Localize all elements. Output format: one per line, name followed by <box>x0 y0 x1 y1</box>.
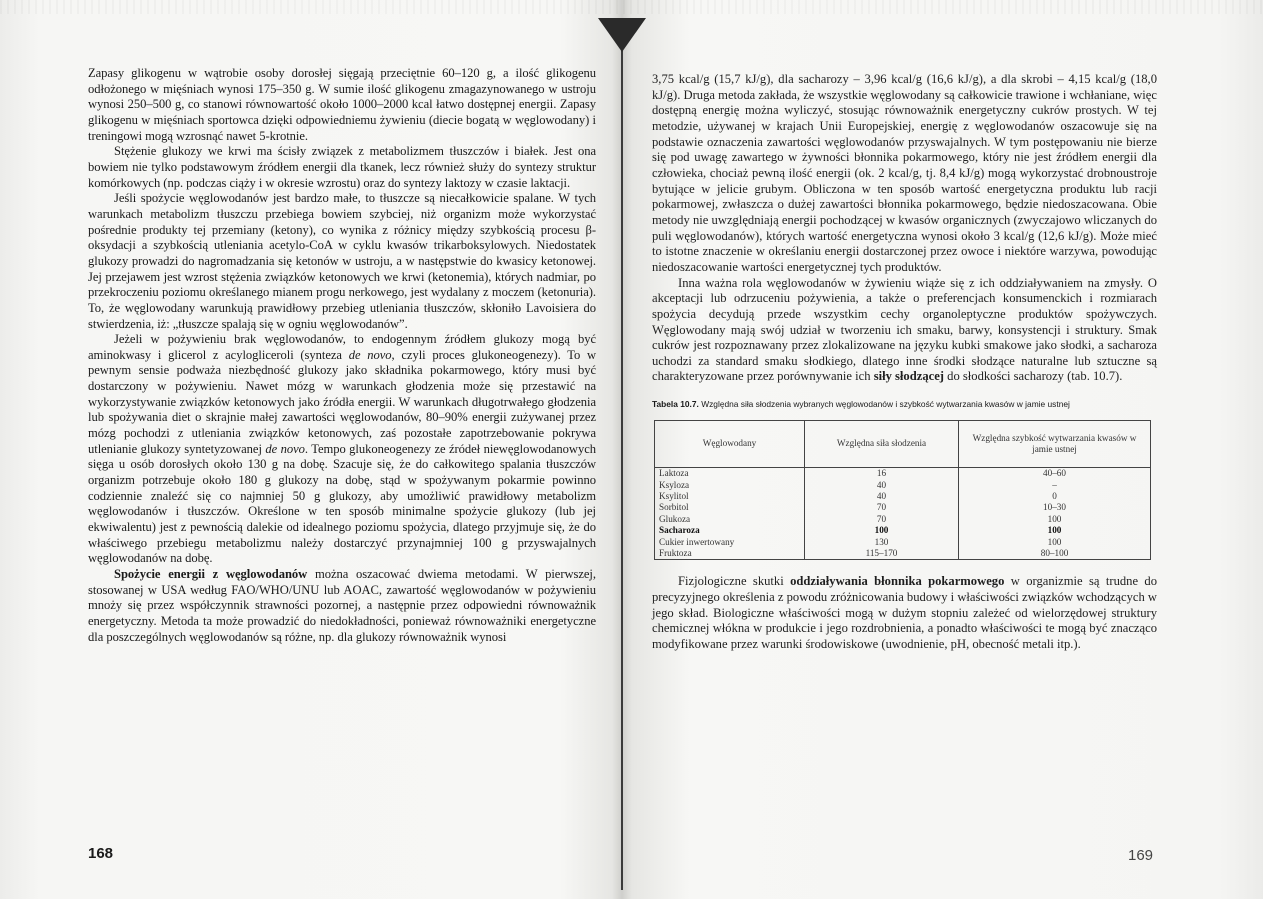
sweetness-table <box>654 420 1151 560</box>
table-row <box>655 525 1151 536</box>
paragraph-energy-methods: 3,75 kcal/g (15,7 kJ/g), dla sacharozy – 3,96 kcal/g (16,6 kJ/g), a dla skrobi – 4,15 kcal/g (18,0 kJ/g). Druga metoda zakłada, że wszystkie węglowodany są całkowicie trawione i wchłaniane, więc dostępną energię można wyliczyć, stosując równoważnik energetyczny cukrów prostych. W tej metodzie, używanej w krajach Unii Europejskiej, energię z węglowodanów oszacowuje się na podstawie oznaczenia zawartości węglowodanów przyswajalnych. W tym postępowaniu nie bierze się pod uwagę zawartego w żywności błonnika pokarmowego, który nie jest źródłem energii dla człowieka, chociaż pewną ilość energii (ok. 2 kcal/g, tj. 8,4 kJ/g) mogą wykorzystać drobnoustroje bytujące w jelicie grubym. Obliczona w ten sposób wartość energetyczna produktu lub racji pokarmowej, zwłaszcza o dużej zawartości błonnika pokarmowego, będzie niedoszacowana. Obie metody nie uwzględniają energii pochodzącej w kwasów organicznych (zwyczajowo wliczanych do puli węglowodanów), których wartość energetyczna wynosi około 3 kcal/g (12,6 kJ/g). Może mieć to istotne znaczenie w określaniu energii dostarczonej przez owoce i niektóre warzywa, powodując niedoszacowanie wartości energetycznej tych produktów. <box>652 72 1157 274</box>
paragraph-energy-intake <box>88 567 596 645</box>
text-run: można oszacować dwiema metodami. W pierwszej, stosowanej w USA według FAO/WHO/UNU lub AOAC, zawartość węglowodanów w pożywieniu mnoży się przez współczynnik strawności pozornej, a następnie przez odpowiedni równoważnik energetyczny. Metoda ta może prowadzić do niedokładności, ponieważ równoważniki energetyczne dla poszczególnych węglowodanów są różne, np. dla glukozy równoważnik wynosi <box>88 567 596 644</box>
table-cell: Laktoza <box>655 468 805 480</box>
scan-edge-noise <box>0 0 1263 14</box>
table-cell: Ksylitol <box>655 491 805 502</box>
table-cell: 100 <box>959 537 1151 548</box>
left-page <box>88 66 596 645</box>
table-header-cell: Względna siła słodzenia <box>805 421 959 468</box>
table-cell: 115–170 <box>805 548 959 560</box>
italic-de-novo: de novo <box>265 441 305 456</box>
table-cell: 40–60 <box>959 468 1151 480</box>
paragraph-glycogen: Zapasy glikogenu w wątrobie osoby dorosłej sięgają przeciętnie 60–120 g, a ilość glikogenu odłożonego w mięśniach wynosi 175–350 g. W sumie ilość glikogenu zmagazynowanego w ustroju wynosi 250–500 g, co stanowi równowartość około 1000–2000 kcal łatwo dostępnej energii. Zapasy glikogenu w mięśniach sportowca dzięki odpowiedniemu żywieniu (diecie bogatą w węglowodany) i treningowi mogą wzrosnąć nawet 5-krotnie. <box>88 66 596 143</box>
table-row <box>655 548 1151 560</box>
book-gutter <box>621 20 623 890</box>
bold-term-fiber: oddziaływania błonnika pokarmowego <box>790 574 1005 589</box>
right-page <box>652 72 1157 653</box>
table-cell: Sacharoza <box>655 525 805 536</box>
bold-term-sweetening: siły słodzącej <box>873 369 944 384</box>
text-run: w organizmie są trudne do precyzyjnego określenia z powodu zróżnicowania budowy i właściwości związków wchodzących w jego skład. Biologiczne właściwości mogą w dużym stopniu zależeć od wielorzędowej struktury chemicznej włókna w produkcie i jego rozdrobnienia, a ponadto właściwości te mogą być znacząco modyfikowane przez warunki środowiskowe (uwodnienie, pH, obecność metali itp.). <box>652 574 1158 651</box>
table-row <box>655 537 1151 548</box>
table-caption <box>652 399 1157 410</box>
table-row <box>655 514 1151 525</box>
italic-de-novo: de novo <box>348 347 392 362</box>
table-cell: 100 <box>959 525 1151 536</box>
table-cell: 100 <box>959 514 1151 525</box>
table-cell: 70 <box>805 514 959 525</box>
table-cell: 70 <box>805 502 959 513</box>
table-caption-text: Względna siła słodzenia wybranych węglowodanów i szybkość wytwarzania kwasów w jamie ustnej <box>698 399 1070 410</box>
table-cell: Fruktoza <box>655 548 805 560</box>
table-row <box>655 491 1151 502</box>
table-cell: – <box>959 480 1151 491</box>
table-header-cell: Względna szybkość wytwarzania kwasów w jamie ustnej <box>959 421 1151 468</box>
bold-term-energy: Spożycie energii z węglowodanów <box>114 567 308 581</box>
table-row <box>655 502 1151 513</box>
paragraph-fiber <box>652 574 1157 652</box>
paragraph-gluconeogenesis <box>88 332 596 567</box>
text-run: do słodkości sacharozy (tab. 10.7). <box>944 369 1123 384</box>
table-header-row <box>655 421 1151 468</box>
table-cell: Ksyloza <box>655 480 805 491</box>
text-run: Fizjologiczne skutki <box>678 574 784 589</box>
text-run: . Tempo glukoneogenezy ze źródeł niewęglowodanowych sięga u osób dorosłych około 130 g na dobę. Szacuje się, że do całkowitego spalania tłuszczów organizm potrzebuje około 180 g glukozy na dobę, stąd w spożywanym pokarmie powinno codziennie znaleźć się co najmniej 50 g glukozy, aby umożliwić prawidłowy metabolizm węglowodanów i tłuszczów. Określone w ten sposób minimalne spożycie glukozy (lub jej ekwiwalentu) jest z pewnością dalekie od idealnego poziomu spożycia, dlatego przyjmuje się, że do właściwego przebiegu metabolizmu należy dostarczyć przynajmniej 100 g przyswajalnych węglowodanów na dobę. <box>88 441 596 566</box>
table-cell: 130 <box>805 537 959 548</box>
paragraph-senses <box>652 276 1157 386</box>
table-cell: 80–100 <box>959 548 1151 560</box>
table-cell: 0 <box>959 491 1151 502</box>
table-cell: 40 <box>805 491 959 502</box>
table-header-cell: Węglowodany <box>655 421 805 468</box>
paragraph-glucose-blood: Stężenie glukozy we krwi ma ścisły związek z metabolizmem tłuszczów i białek. Jest ona bowiem nie tylko podstawowym źródłem energii dla tkanek, lecz również służy do syntezy struktur komórkowych (np. podczas ciąży i w okresie wzrostu) oraz do syntezy laktozy w czasie laktacji. <box>88 144 596 190</box>
table-row <box>655 468 1151 480</box>
table-row <box>655 480 1151 491</box>
table-cell: 16 <box>805 468 959 480</box>
table-cell: Cukier inwertowany <box>655 537 805 548</box>
table-cell: Sorbitol <box>655 502 805 513</box>
binding-shadow <box>598 18 646 52</box>
table-cell: Glukoza <box>655 514 805 525</box>
paragraph-ketones: Jeśli spożycie węglowodanów jest bardzo małe, to tłuszcze są niecałkowicie spalane. W tych warunkach metabolizm tłuszczu przebiega bowiem szybciej, niż organizm może wykorzystać pośrednie produkty tej przemiany (ketony), co wynika z różnicy między szybkością procesu β-oksydacji a szybkością utleniania acetylo-CoA w cyklu kwasów trikarboksylowych. Niedostatek glukozy prowadzi do nagromadzania się ketonów w ustroju, a w następstwie do kwasicy ketonowej. Jej przejawem jest wzrost stężenia związków ketonowych we krwi (ketonemia), których nadmiar, po przekroczeniu poziomu określanego mianem progu nerkowego, jest wydalany z moczem (ketonuria). To, że węglowodany warunkują prawidłowy przebieg utleniania tłuszczów, skłoniło Lavoisiera do stwierdzenia, iż: „tłuszcze spalają się w ogniu węglowodanów”. <box>88 191 596 331</box>
table-cell: 100 <box>805 525 959 536</box>
table-cell: 10–30 <box>959 502 1151 513</box>
table-cell: 40 <box>805 480 959 491</box>
page-number-right: 169 <box>1128 847 1154 864</box>
page-number-left: 168 <box>88 845 114 862</box>
text-run: , czyli proces glukoneogenezy). To w pewnym sensie podważa niezbędność glukozy jako składnika pokarmowego, który musi być dostarczony w pożywieniu. Nawet mózg w warunkach głodzenia może się przestawić na wykorzystywanie związków ketonowych jako źródła energii. W warunkach długotrwałego głodzenia lub spożywania diet o skrajnie małej zawartości węglowodanów, 80–90% energii zużywanej przez mózg pochodzi z utleniania związków ketonowych, zaś pozostałe zapotrzebowanie pokrywa utlenianie glukozy syntetyzowanej <box>88 347 596 456</box>
table-caption-label: Tabela 10.7. <box>652 399 699 410</box>
text-run: Jeżeli w pożywieniu brak węglowodanów, to endogennym źródłem glukozy mogą być aminokwasy i glicerol z acylogliceroli (synteza <box>88 332 596 362</box>
text-run: Inna ważna rola węglowodanów w żywieniu wiąże się z ich oddziaływaniem na zmysły. O akceptacji lub odrzuceniu pożywienia, a także o preferencjach konsumenckich i rozmiarach spożycia decydują przede wszystkim cechy organoleptyczne produktów spożywczych. Węglowodany mają swój udział w tworzeniu ich smaku, barwy, konsystencji i struktury. Smak cukrów jest rozpoznawany przez zlokalizowane na języku kubki smakowe jako słodki, a sacharoza uchodzi za standard smaku słodkiego, dlatego inne środki słodzące naturalne lub sztuczne są charakteryzowane przez porównywanie ich <box>652 275 1157 384</box>
